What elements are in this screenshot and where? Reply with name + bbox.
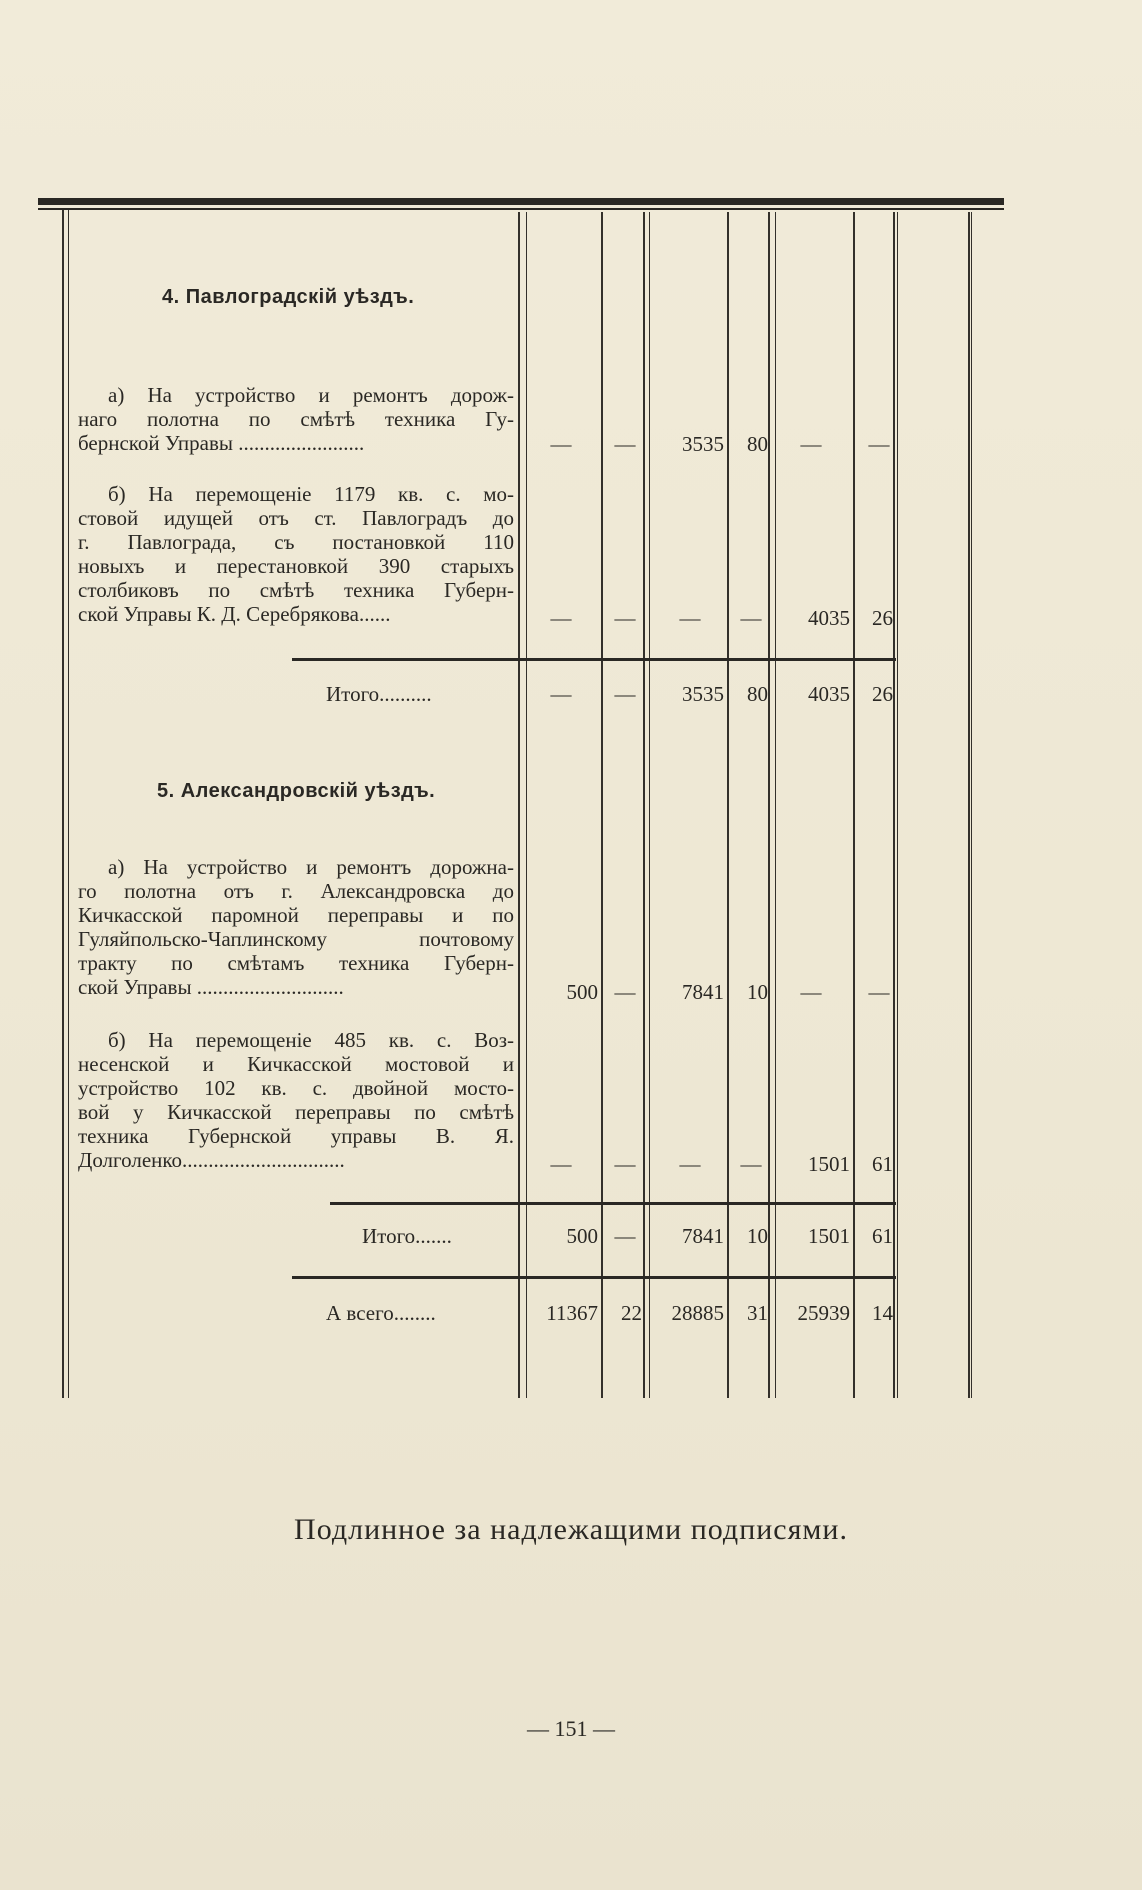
- table-right-border: [971, 212, 972, 1398]
- cell-value: 10: [747, 980, 768, 1004]
- total-label: Итого.......: [362, 1224, 452, 1248]
- text-line: ской Управы К. Д. Серебрякова......: [78, 602, 391, 626]
- text-line: бернской Управы ........................: [78, 431, 365, 455]
- cell-value: 1501: [808, 1224, 850, 1248]
- cell-value: —: [614, 682, 636, 706]
- cell-value: 80: [747, 682, 768, 706]
- text-line: б) На перемощеніе 1179 кв. с. мо-: [108, 482, 514, 506]
- cell-value: —: [550, 682, 572, 706]
- cell-value: 25939: [797, 1301, 850, 1325]
- page-number: — 151 —: [527, 1716, 615, 1741]
- text-line: Гуляйпольско-Чаплинскому почтовому: [78, 927, 514, 951]
- item-description: [78, 482, 514, 626]
- cell-value: 61: [872, 1152, 893, 1176]
- cell-value: —: [614, 980, 636, 1004]
- cell-value: 500: [566, 980, 598, 1004]
- grand-total-label: А всего........: [326, 1301, 436, 1325]
- column-divider: [897, 212, 898, 1398]
- cell-value: 31: [747, 1301, 768, 1325]
- cell-value: —: [868, 432, 890, 456]
- text-line: а) На устройство и ремонтъ дорож-: [108, 383, 514, 407]
- cell-value: 80: [747, 432, 768, 456]
- text-line: б) На перемощеніе 485 кв. с. Воз-: [108, 1028, 514, 1052]
- header-rule: [38, 198, 1004, 205]
- cell-value: 22: [621, 1301, 642, 1325]
- cell-value: 7841: [682, 1224, 724, 1248]
- cell-value: 61: [872, 1224, 893, 1248]
- column-divider: [526, 212, 527, 1398]
- cell-value: 500: [566, 1224, 598, 1248]
- cell-value: 1501: [808, 1152, 850, 1176]
- cell-value: —: [740, 1152, 762, 1176]
- text-line: стовой идущей отъ ст. Павлоградъ до: [78, 506, 514, 530]
- text-line: наго полотна по смѣтѣ техника Гу-: [78, 407, 514, 431]
- column-divider: [727, 212, 729, 1398]
- text-line: столбиковъ по смѣтѣ техника Губерн-: [78, 578, 514, 602]
- cell-value: 3535: [682, 682, 724, 706]
- cell-value: 26: [872, 606, 893, 630]
- column-divider: [518, 212, 520, 1398]
- text-line: Долголенко...............................: [78, 1148, 345, 1172]
- cell-value: 28885: [671, 1301, 724, 1325]
- cell-value: —: [800, 980, 822, 1004]
- cell-value: —: [550, 1152, 572, 1176]
- text-line: Кичкасской паромной переправы и по: [78, 903, 514, 927]
- table-left-border: [62, 210, 64, 1398]
- cell-value: 11367: [546, 1301, 598, 1325]
- cell-value: —: [740, 606, 762, 630]
- text-line: тракту по смѣтамъ техника Губерн-: [78, 951, 514, 975]
- column-divider: [649, 212, 650, 1398]
- cell-value: —: [614, 432, 636, 456]
- item-description: [78, 855, 514, 999]
- cell-value: 4035: [808, 606, 850, 630]
- item-description: [78, 383, 514, 455]
- column-divider: [643, 212, 645, 1398]
- section-heading: 5. Александровскій уѣздъ.: [157, 780, 436, 802]
- cell-value: —: [679, 606, 701, 630]
- column-divider: [768, 212, 770, 1398]
- text-line: г. Павлограда, съ постановкой 110: [78, 530, 514, 554]
- total-rule-section5: [330, 1202, 896, 1205]
- grand-total-rule: [292, 1276, 896, 1279]
- cell-value: 7841: [682, 980, 724, 1004]
- table-right-border: [968, 212, 970, 1398]
- column-divider: [853, 212, 855, 1398]
- column-divider: [893, 212, 895, 1398]
- cell-value: —: [679, 1152, 701, 1176]
- cell-value: —: [868, 980, 890, 1004]
- text-line: го полотна отъ г. Александровска до: [78, 879, 514, 903]
- total-label: Итого..........: [326, 682, 432, 706]
- cell-value: —: [550, 432, 572, 456]
- cell-value: —: [614, 1152, 636, 1176]
- cell-value: 14: [872, 1301, 893, 1325]
- header-rule-thin: [38, 208, 1004, 210]
- cell-value: —: [800, 432, 822, 456]
- section-heading: 4. Павлоградскій уѣздъ.: [162, 286, 415, 308]
- cell-value: —: [614, 606, 636, 630]
- text-line: техника Губернской управы В. Я.: [78, 1124, 514, 1148]
- footer-note: Подлинное за надлежащими подписями.: [294, 1513, 848, 1546]
- cell-value: 10: [747, 1224, 768, 1248]
- text-line: новыхъ и перестановкой 390 старыхъ: [78, 554, 514, 578]
- text-line: а) На устройство и ремонтъ дорожна-: [108, 855, 514, 879]
- column-divider: [601, 212, 603, 1398]
- text-line: вой у Кичкасской переправы по смѣтѣ: [78, 1100, 514, 1124]
- text-line: несенской и Кичкасской мостовой и: [78, 1052, 514, 1076]
- total-rule-section4: [292, 658, 896, 661]
- cell-value: 3535: [682, 432, 724, 456]
- text-line: ской Управы ............................: [78, 975, 344, 999]
- column-divider: [775, 212, 776, 1398]
- item-description: [78, 1028, 514, 1172]
- cell-value: 4035: [808, 682, 850, 706]
- cell-value: 26: [872, 682, 893, 706]
- table-left-border-inner: [68, 210, 69, 1398]
- cell-value: —: [550, 606, 572, 630]
- cell-value: —: [614, 1224, 636, 1248]
- text-line: устройство 102 кв. с. двойной мосто-: [78, 1076, 514, 1100]
